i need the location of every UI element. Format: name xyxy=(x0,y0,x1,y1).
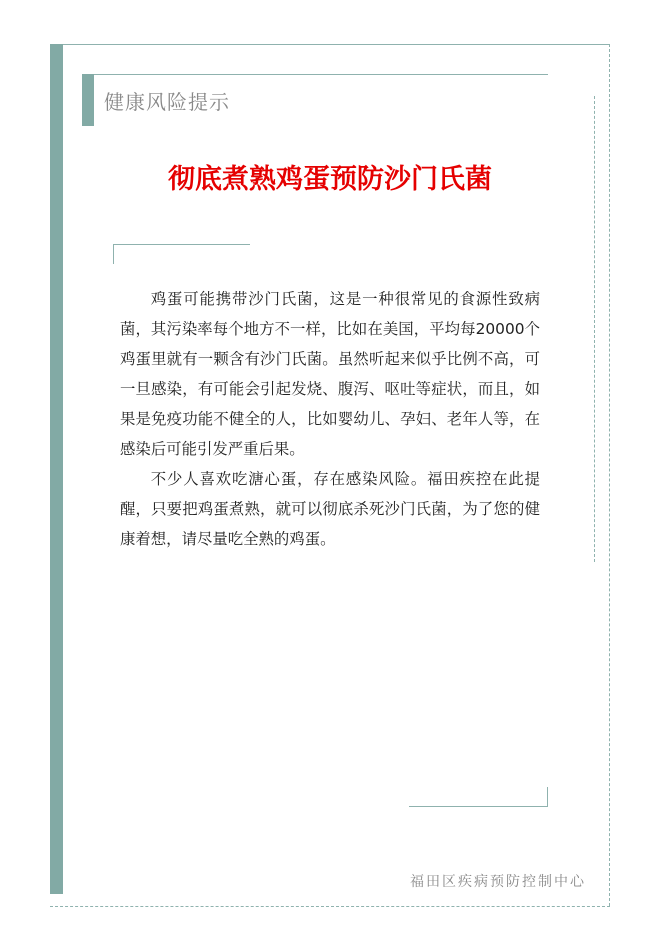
article-title: 彻底煮熟鸡蛋预防沙门氏菌 xyxy=(168,164,492,195)
paragraph: 鸡蛋可能携带沙门氏菌，这是一种很常见的食源性致病菌，其污染率每个地方不一样，比如在美国，平均每20000个鸡蛋里就有一颗含有沙门氏菌。虽然听起来似乎比例不高，可一旦感染，有可能会引起发烧、腹泻、呕吐等症状，而且，如果是免疫功能不健全的人，比如婴幼儿、孕妇、老年人等，在感染后可能引发严重后果。 xyxy=(120,290,540,458)
frame-bottom-border xyxy=(50,906,610,907)
section-label: 健康风险提示 xyxy=(104,90,230,114)
corner-decoration-bottom-right xyxy=(409,806,548,807)
header-accent-block xyxy=(82,74,94,126)
paragraph: 不少人喜欢吃溏心蛋，存在感染风险。福田疾控在此提醒，只要把鸡蛋煮熟，就可以彻底杀死沙门氏菌，为了您的健康着想，请尽量吃全熟的鸡蛋。 xyxy=(120,470,540,548)
corner-decoration-bottom-right-vertical xyxy=(547,787,548,807)
corner-decoration-top-left xyxy=(113,244,250,245)
corner-decoration-top-left-vertical xyxy=(113,244,114,264)
organization-name: 福田区疾病预防控制中心 xyxy=(410,874,586,890)
article-body xyxy=(120,284,540,554)
frame-top-border xyxy=(50,44,610,45)
header-divider xyxy=(94,74,548,75)
